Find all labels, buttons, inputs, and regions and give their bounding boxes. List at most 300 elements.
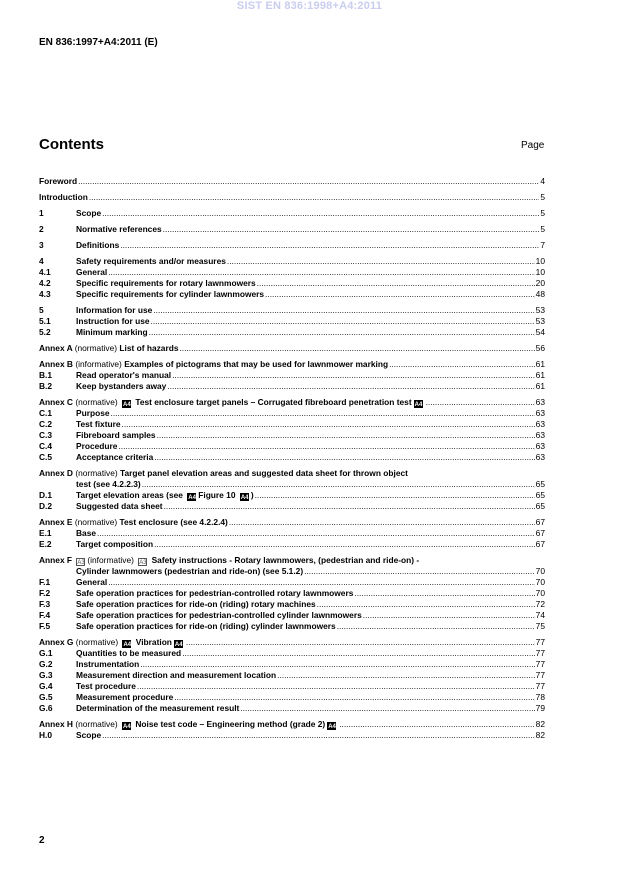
toc-entry[interactable]: [39, 692, 545, 703]
dot-leader: [227, 256, 535, 267]
toc-section: [39, 719, 545, 741]
entry-text: Purpose: [76, 408, 110, 418]
toc-entry-title: [76, 681, 136, 692]
entry-text: Base: [76, 528, 97, 538]
page-number: 2: [39, 835, 45, 846]
dot-leader: [229, 517, 535, 528]
toc-section: [39, 517, 545, 550]
entry-text: Minimum marking: [76, 327, 148, 337]
toc-entry[interactable]: [39, 610, 545, 621]
dot-leader: [337, 621, 535, 632]
toc-section: [39, 240, 545, 251]
toc-entry-page: 65: [535, 501, 545, 511]
dot-leader: [240, 703, 534, 714]
toc-entry-title: [76, 289, 264, 300]
amendment-marker-icon: A4: [240, 495, 249, 501]
dot-leader: [164, 501, 535, 512]
toc-entry-title: [76, 240, 119, 251]
annex-kind: (normative): [75, 397, 120, 407]
toc-entry[interactable]: [39, 566, 545, 577]
toc-entry[interactable]: [39, 359, 545, 370]
entry-text: General: [76, 267, 108, 277]
toc-entry-title: [76, 610, 362, 621]
dot-leader: [153, 305, 534, 316]
toc-entry-number: 4: [39, 256, 44, 266]
entry-text: Suggested data sheet: [76, 501, 163, 511]
toc-entry[interactable]: [39, 327, 545, 338]
annex-label: Annex A: [39, 343, 75, 353]
toc-entry-page: 5: [540, 224, 545, 234]
toc-entry[interactable]: [39, 501, 545, 512]
entry-text: Scope: [76, 730, 102, 740]
toc-entry-number: G.2: [39, 659, 53, 669]
toc-entry-title: [39, 517, 228, 528]
toc-entry-page: 77: [535, 637, 545, 647]
toc-entry-page: 4: [540, 176, 545, 186]
toc-entry-number: D.1: [39, 490, 53, 500]
toc-entry-title: [76, 588, 353, 599]
toc-entry-number: D.2: [39, 501, 53, 511]
annex-label: Annex C: [39, 397, 76, 407]
dot-leader: [426, 397, 535, 408]
annex-label: Annex D: [39, 468, 76, 478]
toc-entry-number: 5.1: [39, 316, 51, 326]
toc-entry-title: [76, 490, 254, 501]
toc-entry-page: 53: [535, 305, 545, 315]
toc-entry-page: 72: [535, 599, 545, 609]
toc-entry-title: [76, 224, 162, 235]
toc-section: [39, 208, 545, 219]
toc-entry-number: 5: [39, 305, 44, 315]
toc-entry-page: 75: [535, 621, 545, 631]
toc-entry[interactable]: [39, 289, 545, 300]
annex-label: Annex E: [39, 517, 75, 527]
toc-entry-number: C.5: [39, 452, 53, 462]
entry-text: Target elevation areas (see: [76, 490, 183, 500]
toc-entry-title: [39, 192, 88, 203]
entry-text: Target composition: [76, 539, 154, 549]
dot-leader: [118, 441, 534, 452]
watermark: SIST EN 836:1998+A4:2011: [236, 0, 383, 12]
dot-leader: [389, 359, 535, 370]
dot-leader: [363, 610, 535, 621]
entry-text: Instruction for use: [76, 316, 150, 326]
amendment-marker-icon: A3: [77, 560, 85, 566]
annex-label: Annex B: [39, 359, 76, 369]
entry-text: Determination of the measurement result: [76, 703, 240, 713]
toc-entry-number: B.2: [39, 381, 53, 391]
toc-entry-number: H.0: [39, 730, 53, 740]
toc-entry-page: 67: [535, 517, 545, 527]
entry-text: Examples of pictograms that may be used for lawnmower marking: [124, 359, 389, 369]
dot-leader: [111, 408, 535, 419]
dot-leader: [108, 267, 534, 278]
toc-entry-number: G.6: [39, 703, 53, 713]
page-column-label: Page: [521, 140, 545, 151]
toc-entry-number: 4.2: [39, 278, 51, 288]
dot-leader: [108, 577, 534, 588]
toc-entry[interactable]: [39, 419, 545, 430]
toc-entry[interactable]: [39, 316, 545, 327]
toc-entry[interactable]: [39, 240, 545, 251]
toc-section: [39, 468, 545, 512]
entry-text: Quantities to be measured: [76, 648, 182, 658]
entry-text: Safety instructions - Rotary lawnmowers, (pedestrian and ride-on) -: [149, 555, 420, 565]
toc-entry-number: F.2: [39, 588, 51, 598]
dot-leader: [174, 692, 534, 703]
annex-kind: (informative): [87, 555, 137, 565]
dot-leader: [149, 327, 535, 338]
toc-entry-page: 5: [540, 208, 545, 218]
toc-entry[interactable]: [39, 278, 545, 289]
toc-entry-title: [76, 208, 101, 219]
entry-text: Measurement procedure: [76, 692, 174, 702]
amendment-marker-icon: A4: [174, 642, 183, 648]
toc-section: [39, 192, 545, 203]
entry-text: Test procedure: [76, 681, 136, 691]
toc-entry-page: 65: [535, 490, 545, 500]
toc-entry[interactable]: [39, 208, 545, 219]
document-id: EN 836:1997+A4:2011 (E): [39, 37, 158, 48]
entry-text: Safety requirements and/or measures: [76, 256, 226, 266]
toc-entry-page: 65: [535, 479, 545, 489]
toc-entry-title: [76, 381, 166, 392]
toc-entry[interactable]: [39, 588, 545, 599]
amendment-marker-icon: A4: [328, 724, 336, 730]
toc-entry-page: 10: [535, 256, 545, 266]
annex-kind: (informative): [75, 359, 125, 369]
toc-entry-number: C.3: [39, 430, 53, 440]
toc-entry[interactable]: [39, 621, 545, 632]
toc-entry-title: [39, 359, 388, 370]
toc-entry-page: 79: [535, 703, 545, 713]
entry-text: Measurement direction and measurement location: [76, 670, 277, 680]
toc-entry-title: [39, 343, 178, 354]
dot-leader: [304, 566, 535, 577]
toc-entry[interactable]: [39, 430, 545, 441]
toc-section: [39, 555, 545, 632]
entry-text: Specific requirements for cylinder lawnmowers: [76, 289, 265, 299]
toc-entry[interactable]: [39, 490, 545, 501]
toc-entry-title: [76, 577, 107, 588]
toc-entry-title: [76, 599, 316, 610]
annex-kind: (normative): [75, 719, 120, 729]
dot-leader: [182, 648, 534, 659]
toc-section: [39, 176, 545, 187]
toc-entry-page: 63: [535, 430, 545, 440]
dot-leader: [354, 588, 534, 599]
toc-entry-number: F.5: [39, 621, 51, 631]
toc-entry-number: G.3: [39, 670, 53, 680]
annex-kind: (normative): [74, 517, 120, 527]
toc-entry-page: 61: [535, 359, 545, 369]
amendment-marker-icon: A4: [188, 495, 196, 501]
toc-entry[interactable]: [39, 343, 545, 354]
toc-entry[interactable]: [39, 397, 545, 408]
toc-entry[interactable]: [39, 192, 545, 203]
dot-leader: [151, 316, 535, 327]
entry-text: Introduction: [39, 192, 88, 202]
dot-leader: [102, 208, 539, 219]
entry-text: Vibration: [133, 637, 172, 647]
entry-text: Test enclosure (see 4.2.2.4): [119, 517, 228, 527]
toc-entry-title: [76, 370, 171, 381]
toc-entry-number: 5.2: [39, 327, 51, 337]
dot-leader: [89, 192, 539, 203]
toc-entry-title: [76, 267, 107, 278]
toc-section: [39, 637, 545, 714]
entry-text: Keep bystanders away: [76, 381, 167, 391]
toc-entry[interactable]: [39, 719, 545, 730]
toc-entry-title: [39, 176, 77, 187]
dot-leader: [339, 719, 534, 730]
toc-entry-title: [76, 327, 148, 338]
toc-entry[interactable]: [39, 648, 545, 659]
toc-entry-number: F.4: [39, 610, 51, 620]
entry-text: Read operator's manual: [76, 370, 172, 380]
toc-entry-page: 70: [535, 577, 545, 587]
amendment-marker-icon: A3: [139, 560, 147, 566]
toc-section: [39, 343, 545, 354]
toc-entry-page: 63: [535, 408, 545, 418]
dot-leader: [78, 176, 539, 187]
toc-entry[interactable]: [39, 599, 545, 610]
toc-entry-number: E.2: [39, 539, 52, 549]
dot-leader: [277, 670, 535, 681]
page-title: Contents: [39, 136, 104, 153]
toc-entry-page: 82: [535, 719, 545, 729]
toc-entry-page: 63: [535, 419, 545, 429]
toc-entry-line: [39, 555, 545, 566]
toc-entry-title: [76, 670, 276, 681]
toc-entry-title: [76, 278, 256, 289]
entry-text: Instrumentation: [76, 659, 140, 669]
dot-leader: [154, 452, 534, 463]
table-of-contents: [39, 176, 545, 746]
toc-entry[interactable]: [39, 577, 545, 588]
entry-text: List of hazards: [119, 343, 179, 353]
dot-leader: [157, 430, 535, 441]
toc-entry-number: B.1: [39, 370, 53, 380]
dot-leader: [97, 528, 535, 539]
dot-leader: [167, 381, 534, 392]
toc-entry-page: 61: [535, 381, 545, 391]
toc-entry-page: 63: [535, 441, 545, 451]
toc-entry[interactable]: [39, 539, 545, 550]
toc-entry-page: 70: [535, 566, 545, 576]
toc-entry-page: 67: [535, 539, 545, 549]
toc-entry-number: C.1: [39, 408, 53, 418]
toc-entry-page: 5: [540, 192, 545, 202]
toc-entry[interactable]: [39, 703, 545, 714]
amendment-marker-icon: A4: [414, 402, 423, 408]
toc-entry-title: [76, 528, 96, 539]
toc-entry-page: 48: [535, 289, 545, 299]
amendment-marker-icon: A4: [123, 402, 131, 408]
toc-entry-title: [76, 419, 121, 430]
toc-entry-number: G.5: [39, 692, 53, 702]
toc-entry-title: [39, 397, 425, 408]
toc-entry-title: [76, 316, 150, 327]
toc-entry[interactable]: [39, 441, 545, 452]
toc-entry-title: [76, 408, 110, 419]
entry-text: Definitions: [76, 240, 120, 250]
entry-text: Test fixture: [76, 419, 121, 429]
toc-entry-title: [39, 468, 408, 479]
dot-leader: [317, 599, 535, 610]
entry-text: Safe operation practices for pedestrian-controlled rotary lawnmowers: [76, 588, 354, 598]
entry-text: Safe operation practices for pedestrian-controlled cylinder lawnmowers: [76, 610, 362, 620]
annex-kind: (normative): [74, 343, 120, 353]
entry-text: Specific requirements for rotary lawnmowers: [76, 278, 256, 288]
toc-entry-title: [76, 256, 226, 267]
entry-text: Procedure: [76, 441, 118, 451]
toc-entry-title: [76, 659, 139, 670]
amendment-marker-icon: A4: [123, 724, 131, 730]
dot-leader: [172, 370, 535, 381]
toc-entry-title: [39, 555, 419, 566]
toc-entry-title: [76, 692, 173, 703]
annex-kind: (normative): [75, 637, 121, 647]
toc-entry-page: 77: [535, 648, 545, 658]
annex-label: Annex F: [39, 555, 75, 565]
toc-entry-page: 10: [535, 267, 545, 277]
dot-leader: [154, 539, 535, 550]
toc-entry[interactable]: [39, 267, 545, 278]
toc-entry-continuation: Cylinder lawnmowers (pedestrian and ride-on) (see 5.1.2): [76, 566, 304, 576]
toc-entry[interactable]: [39, 305, 545, 316]
toc-entry[interactable]: [39, 659, 545, 670]
entry-text: Figure 10: [198, 490, 236, 500]
toc-entry-title: [76, 501, 163, 512]
toc-entry-title: [39, 719, 338, 730]
toc-entry-title: [76, 621, 336, 632]
toc-entry-number: G.1: [39, 648, 53, 658]
entry-text: ): [250, 490, 254, 500]
toc-entry-title: [76, 430, 156, 441]
toc-entry[interactable]: [39, 256, 545, 267]
toc-entry-number: 4.1: [39, 267, 51, 277]
toc-entry[interactable]: [39, 637, 545, 648]
toc-entry-page: 67: [535, 528, 545, 538]
toc-entry-title: [76, 703, 239, 714]
toc-entry-number: 1: [39, 208, 44, 218]
entry-text: Test enclosure target panels – Corrugated fibreboard penetration test: [133, 397, 412, 407]
dot-leader: [137, 681, 535, 692]
toc-entry-number: 3: [39, 240, 44, 250]
toc-entry-page: 53: [535, 316, 545, 326]
entry-text: Target panel elevation areas and suggested data sheet for thrown object: [120, 468, 408, 478]
entry-text: Normative references: [76, 224, 162, 234]
toc-entry-page: 7: [540, 240, 545, 250]
toc-entry-page: 70: [535, 588, 545, 598]
toc-entry-number: C.2: [39, 419, 53, 429]
toc-entry[interactable]: [39, 479, 545, 490]
toc-entry-continuation: test (see 4.2.2.3): [76, 479, 141, 489]
toc-entry-page: 78: [535, 692, 545, 702]
dot-leader: [140, 659, 534, 670]
dot-leader: [255, 490, 535, 501]
annex-kind: (normative): [75, 468, 120, 478]
toc-entry-page: 77: [535, 659, 545, 669]
dot-leader: [186, 637, 535, 648]
toc-entry-number: E.1: [39, 528, 52, 538]
toc-section: [39, 256, 545, 300]
toc-entry[interactable]: [39, 381, 545, 392]
toc-entry-title: [39, 637, 185, 648]
toc-entry-number: G.4: [39, 681, 53, 691]
toc-entry-number: 4.3: [39, 289, 51, 299]
entry-text: Safe operation practices for ride-on (riding) rotary machines: [76, 599, 316, 609]
annex-label: Annex G: [39, 637, 76, 647]
toc-entry-page: 56: [535, 343, 545, 353]
dot-leader: [122, 419, 535, 430]
toc-entry-page: 82: [535, 730, 545, 740]
toc-section: [39, 224, 545, 235]
dot-leader: [265, 289, 535, 300]
dot-leader: [163, 224, 540, 235]
entry-text: Information for use: [76, 305, 153, 315]
toc-entry-page: 74: [535, 610, 545, 620]
toc-entry-title: [76, 648, 181, 659]
annex-label: Annex H: [39, 719, 76, 729]
toc-entry[interactable]: [39, 730, 545, 741]
dot-leader: [102, 730, 535, 741]
entry-text: Foreword: [39, 176, 78, 186]
dot-leader: [142, 479, 535, 490]
toc-entry-title: [76, 539, 153, 550]
toc-entry-page: 63: [535, 397, 545, 407]
toc-section: [39, 305, 545, 338]
dot-leader: [257, 278, 535, 289]
toc-section: [39, 359, 545, 392]
toc-entry-number: F.1: [39, 577, 51, 587]
toc-entry-title: [76, 305, 152, 316]
toc-entry[interactable]: [39, 370, 545, 381]
toc-entry[interactable]: [39, 224, 545, 235]
toc-entry-page: 20: [535, 278, 545, 288]
toc-entry[interactable]: [39, 408, 545, 419]
toc-entry-number: C.4: [39, 441, 53, 451]
entry-text: Safe operation practices for ride-on (riding) cylinder lawnmowers: [76, 621, 336, 631]
entry-text: Fibreboard samples: [76, 430, 156, 440]
dot-leader: [179, 343, 534, 354]
toc-entry[interactable]: [39, 681, 545, 692]
toc-entry-page: 63: [535, 452, 545, 462]
toc-entry[interactable]: [39, 528, 545, 539]
toc-entry-page: 77: [535, 670, 545, 680]
toc-entry-title: [76, 730, 101, 741]
toc-entry-title: [76, 441, 117, 452]
toc-entry-number: F.3: [39, 599, 51, 609]
dot-leader: [120, 240, 539, 251]
toc-entry-page: 77: [535, 681, 545, 691]
entry-text: Acceptance criteria: [76, 452, 154, 462]
entry-text: Noise test code – Engineering method (grade 2): [133, 719, 326, 729]
toc-entry[interactable]: [39, 517, 545, 528]
entry-text: General: [76, 577, 108, 587]
entry-text: Scope: [76, 208, 102, 218]
toc-entry-title: [76, 452, 153, 463]
toc-entry[interactable]: [39, 452, 545, 463]
toc-entry-line: [39, 468, 545, 479]
toc-entry[interactable]: [39, 176, 545, 187]
toc-entry-number: 2: [39, 224, 44, 234]
toc-entry-page: 54: [535, 327, 545, 337]
amendment-marker-icon: A4: [123, 642, 132, 648]
toc-entry[interactable]: [39, 670, 545, 681]
toc-section: [39, 397, 545, 463]
